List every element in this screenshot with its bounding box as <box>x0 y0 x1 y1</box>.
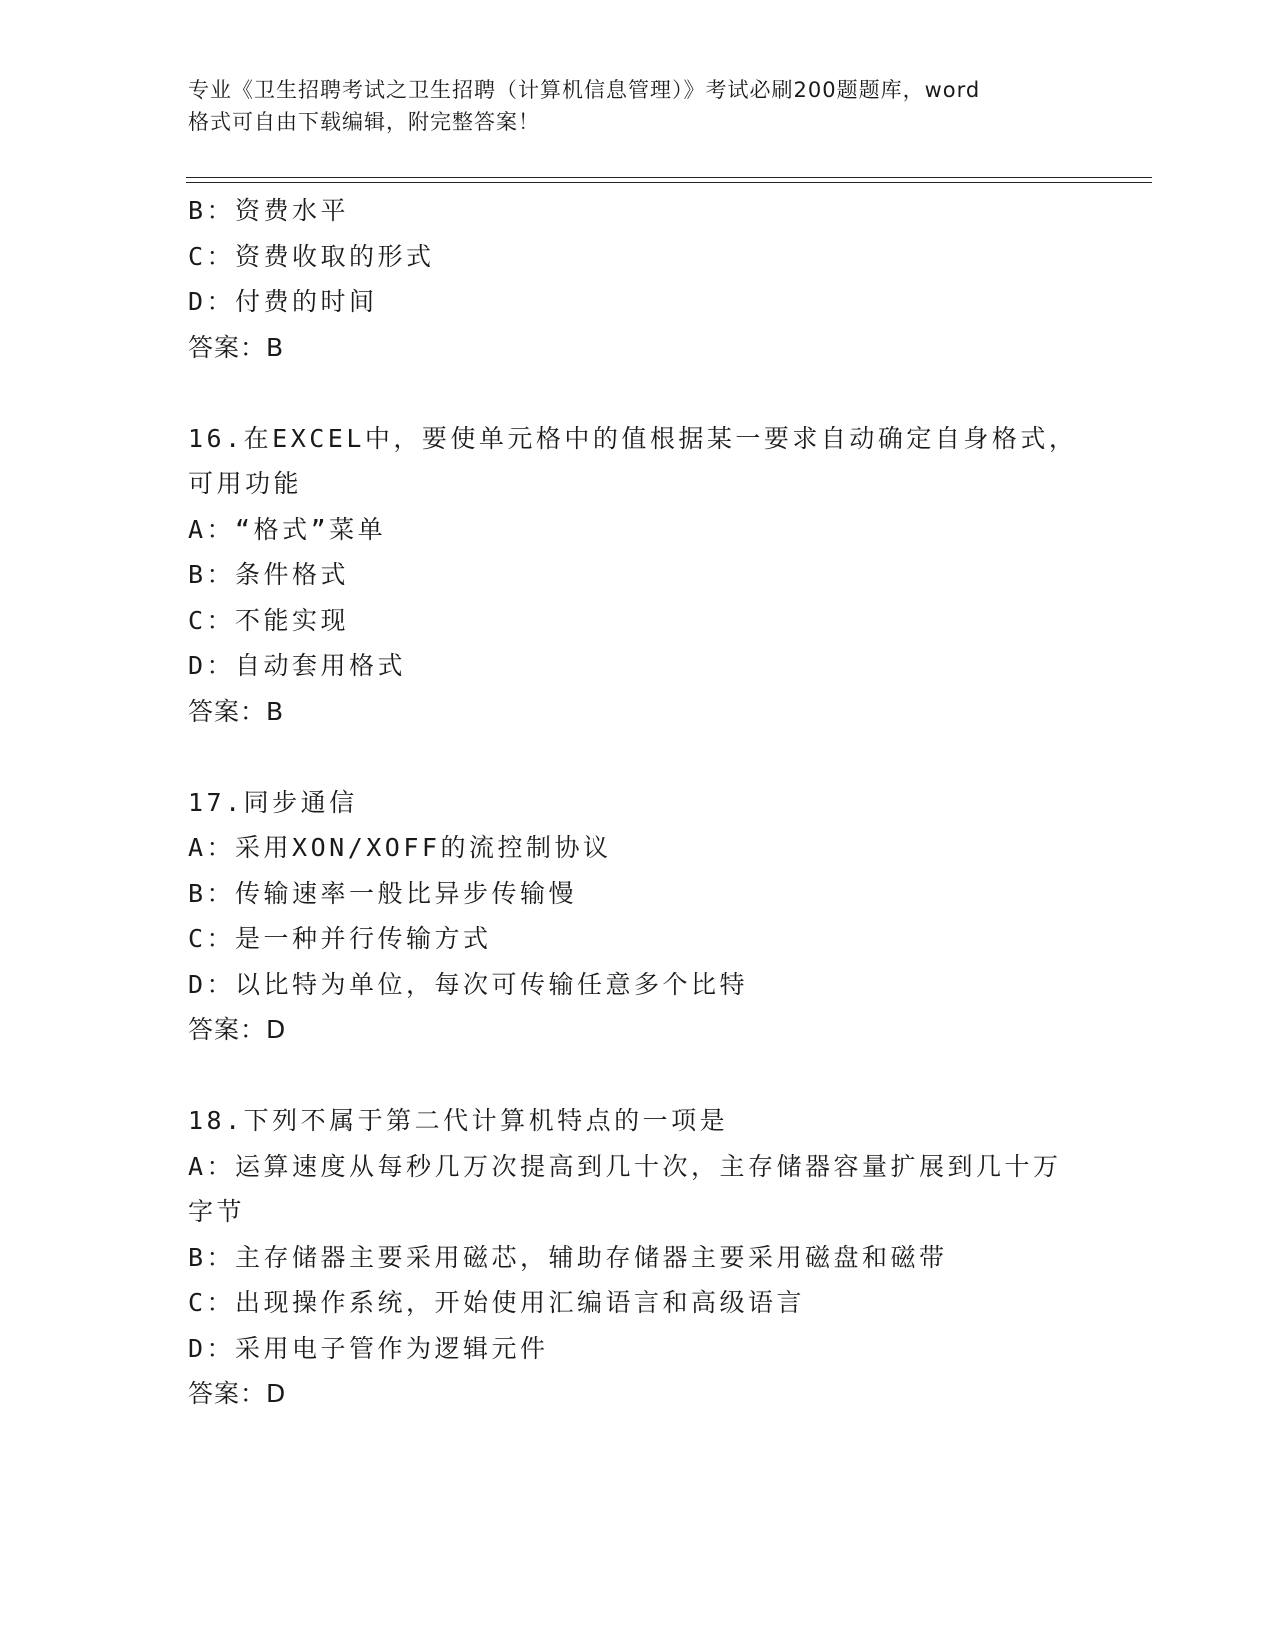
question-17 <box>188 780 1088 1053</box>
option-b: B：资费水平 <box>188 196 350 225</box>
option-d: D：自动套用格式 <box>188 651 407 680</box>
answer: 答案：D <box>188 1015 287 1044</box>
answer: 答案：B <box>188 696 285 726</box>
option-c: C：是一种并行传输方式 <box>188 924 492 953</box>
option-b: B：条件格式 <box>188 560 350 589</box>
question-18 <box>188 1098 1088 1417</box>
question-list <box>188 188 1088 1417</box>
spacer <box>188 370 1088 416</box>
header-divider-top <box>186 177 1152 178</box>
option-a: A：采用XON/XOFF的流控制协议 <box>188 833 612 862</box>
question-stem: 16.在EXCEL中，要使单元格中的值根据某一要求自动确定自身格式， <box>188 423 1078 453</box>
header-line-1: 专业《卫生招聘考试之卫生招聘（计算机信息管理）》考试必刷200题题库，word <box>188 78 981 102</box>
option-a-continued: 字节 <box>188 1197 246 1226</box>
option-a: A：运算速度从每秒几万次提高到几十次，主存储器容量扩展到几十万 <box>188 1151 1062 1181</box>
option-c: C：不能实现 <box>188 605 350 635</box>
header-line-2: 格式可自由下载编辑，附完整答案！ <box>188 110 540 134</box>
spacer <box>188 734 1088 780</box>
option-d: D：付费的时间 <box>188 287 378 316</box>
answer: 答案：B <box>188 332 285 362</box>
spacer <box>188 1053 1088 1099</box>
question-16 <box>188 416 1088 735</box>
option-d: D：以比特为单位，每次可传输任意多个比特 <box>188 969 749 999</box>
document-header <box>188 74 1088 138</box>
option-d: D：采用电子管作为逻辑元件 <box>188 1333 549 1363</box>
answer: 答案：D <box>188 1379 287 1408</box>
option-b: B：主存储器主要采用磁芯，辅助存储器主要采用磁盘和磁带 <box>188 1242 948 1272</box>
option-b: B：传输速率一般比异步传输慢 <box>188 878 578 908</box>
header-divider-bottom <box>186 182 1152 183</box>
question-stem: 17.同步通信 <box>188 787 358 817</box>
question-stem: 18.下列不属于第二代计算机特点的一项是 <box>188 1106 729 1135</box>
question-stem-continued: 可用功能 <box>188 469 303 498</box>
option-c: C：资费收取的形式 <box>188 241 435 271</box>
option-c: C：出现操作系统，开始使用汇编语言和高级语言 <box>188 1288 806 1317</box>
option-a: A：“格式”菜单 <box>188 514 387 544</box>
question-15-tail <box>188 188 1088 370</box>
